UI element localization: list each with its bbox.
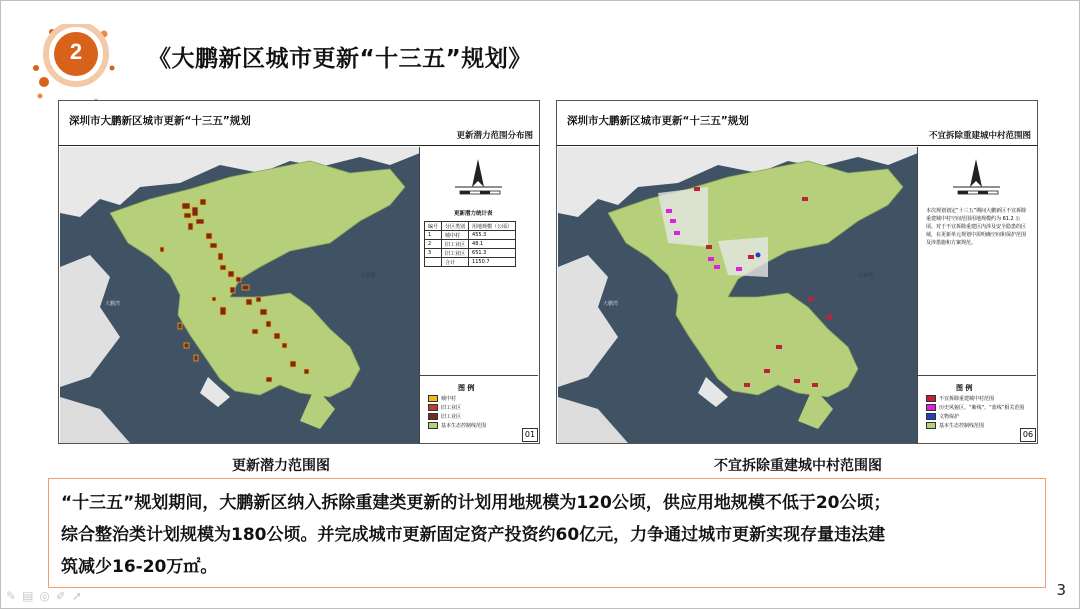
table-cell: 旧工业区 — [442, 240, 469, 249]
legend-item: 旧工业区 — [428, 413, 461, 420]
right-map-caption: 不宜拆除重建城中村范围图 — [714, 458, 882, 474]
potential-map-panel — [58, 100, 540, 444]
summary-line-2: 综合整治类计划规模为180公顷。并完成城市更新固定资产投资约60亿元，力争通过城市更新实现存量违法建 — [61, 525, 886, 545]
search-icon[interactable]: ◎ — [39, 589, 50, 603]
table-row — [425, 249, 516, 258]
sea-label: 大鹏湾 — [603, 301, 619, 307]
legend-title: 图 例 — [458, 384, 475, 392]
map-geography — [558, 147, 918, 443]
summary-line-1: “十三五”规划期间，大鹏新区纳入拆除重建类更新的计划用地规模为120公顷，供应用地规模不低于20公顷； — [61, 493, 891, 513]
table-cell: 1150.7 — [469, 258, 516, 267]
table-cell: 城中村 — [442, 231, 469, 240]
legend-title: 图 例 — [956, 384, 973, 392]
north-arrow-icon — [420, 147, 538, 207]
slides-icon[interactable]: ▤ — [22, 589, 34, 603]
left-map-caption: 更新潜力范围图 — [232, 458, 330, 474]
map-title: 深圳市大鹏新区城市更新“十三五”规划 — [567, 115, 749, 127]
page-number: 3 — [1056, 581, 1066, 599]
map-title: 深圳市大鹏新区城市更新“十三五”规划 — [69, 115, 251, 127]
slide-title: 《大鹏新区城市更新“十三五”规划》 — [148, 46, 532, 72]
table-cell: 651.3 — [469, 249, 516, 258]
table-header: 编号 — [425, 222, 442, 231]
table-cell: 3 — [425, 249, 442, 258]
sea-label-2: 大亚湾 — [858, 273, 874, 279]
summary-textbox — [48, 478, 1046, 588]
map-subtitle: 不宜拆除重建城中村范围图 — [928, 131, 1031, 141]
table-cell: 48.1 — [469, 240, 516, 249]
village-map-panel — [556, 100, 1038, 444]
map-page-code: 06 — [1020, 428, 1036, 442]
legend-item: 文物保护 — [926, 413, 959, 420]
table-cell: 合计 — [442, 258, 469, 267]
table-cell: 1 — [425, 231, 442, 240]
summary-line-3: 筑减少16-20万㎡。 — [61, 557, 218, 577]
table-row — [425, 231, 516, 240]
table-row — [425, 240, 516, 249]
stats-table — [424, 221, 516, 267]
legend-item: 历史风貌区、“紫线”、“蓝线”相关范围 — [926, 404, 1024, 411]
map-divider — [59, 145, 539, 146]
badge-number: 2 — [69, 39, 83, 64]
legend-item: 旧工业区 — [428, 404, 461, 411]
map-note: 本次规划划定“十三五”期间大鹏新区不宜拆除重建城中村空间范围用地规模约为 61.2 公顷。对于不宜拆除重建区内涉及安全隐患的区域，在更新单元规划中需明确空间和保护范围及涉措施和方案规范。 — [926, 208, 1027, 246]
edit-icon[interactable]: ✐ — [55, 589, 66, 603]
north-arrow-icon — [918, 147, 1036, 207]
table-cell: 2 — [425, 240, 442, 249]
legend-item: 基本生态控制线范围 — [428, 422, 486, 429]
table-cell: 455.3 — [469, 231, 516, 240]
map-page-code: 01 — [522, 428, 538, 442]
table-header: 用地规模（公顷） — [469, 222, 516, 231]
map-subtitle: 更新潜力范围分布图 — [456, 131, 533, 141]
sea-label: 大鹏湾 — [105, 301, 121, 307]
presentation-toolbar — [6, 589, 82, 603]
sea-label-2: 大亚湾 — [360, 273, 376, 279]
map-divider — [557, 145, 1037, 146]
stats-table-title: 更新潜力统计表 — [454, 211, 493, 217]
pen-icon[interactable]: ✎ — [6, 589, 17, 603]
map-geography — [60, 147, 420, 443]
table-row — [425, 258, 516, 267]
table-cell: 旧工业区 — [442, 249, 469, 258]
table-cell — [425, 258, 442, 267]
legend-item: 城中村 — [428, 395, 456, 402]
map-side-panel — [917, 147, 1036, 443]
map-side-panel — [419, 147, 538, 443]
table-header: 分区类别 — [442, 222, 469, 231]
legend-item: 基本生态控制线范围 — [926, 422, 984, 429]
legend-item: 不宜拆除重建城中村范围 — [926, 395, 994, 402]
pointer-icon[interactable]: ➚ — [71, 589, 83, 603]
